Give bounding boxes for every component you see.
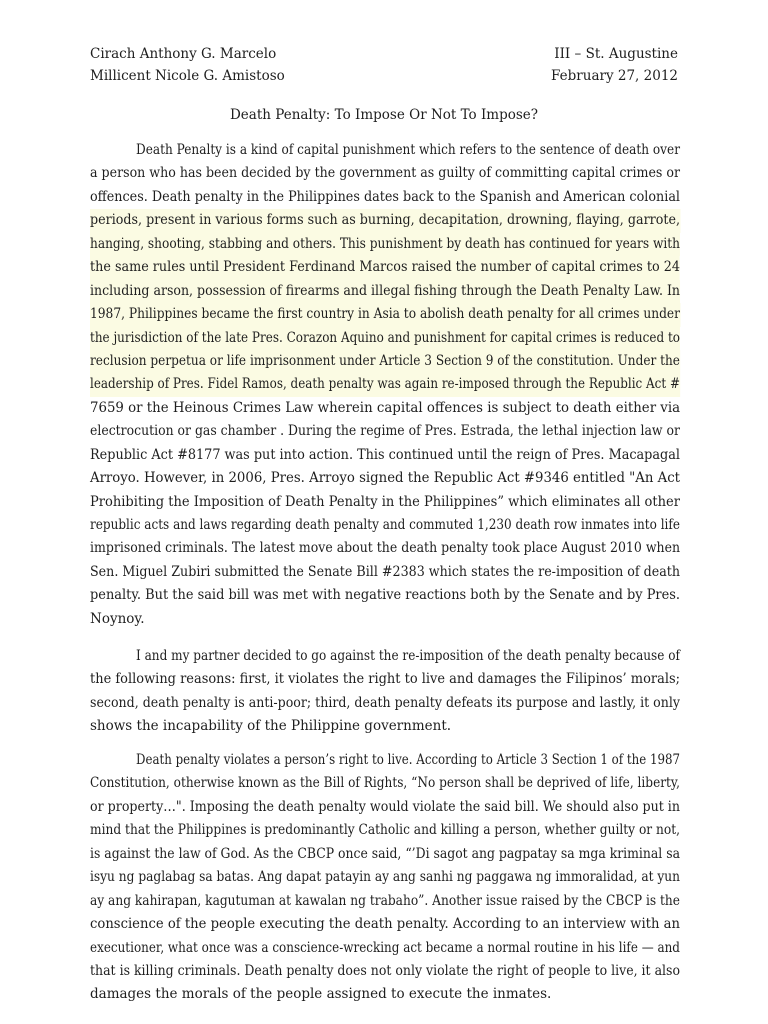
text-line-content: executioner, what once was a conscience-wrecking act became a normal routine in his life — and [90, 939, 680, 956]
text-line-content: Arroyo. However, in 2006, Pres. Arroyo signed the Republic Act #9346 entitled "An Act [90, 470, 680, 487]
text-line [90, 668, 680, 691]
paragraph-2 [90, 645, 680, 739]
text-line-content: mind that the Philippines is predominantly Catholic and killing a person, whether guilty or not, [90, 822, 681, 839]
text-line-content: damages the morals of the people assigned to execute the inmates. [90, 986, 552, 1003]
text-line-content: shows the incapability of the Philippine government. [90, 718, 452, 735]
text-line [90, 350, 680, 373]
text-line-content: Republic Act #8177 was put into action. This continued until the reign of Pres. Macapagal [90, 446, 681, 463]
text-line-content: or property…". Imposing the death penalty would violate the said bill. We should also put in [90, 798, 680, 815]
text-line-content: is against the law of God. As the CBCP once said, “’Di sagot ang pagpatay sa mga kriminal sa [90, 845, 680, 862]
paragraph-3 [90, 749, 680, 1007]
text-line-content: Prohibiting the Imposition of Death Penalty in the Philippines” which eliminates all other [90, 493, 681, 510]
text-line [90, 796, 680, 819]
text-line [90, 397, 680, 420]
text-line-content: hanging, shooting, stabbing and others. This punishment by death has continued for years with [90, 233, 680, 256]
text-line [90, 749, 680, 772]
text-line [90, 960, 680, 983]
text-line-content: Death Penalty is a kind of capital punishment which refers to the sentence of death over [136, 142, 680, 158]
text-line-content: reclusion perpetua or life imprisonment under Article 3 Section 9 of the constitution. Under the [90, 350, 680, 373]
text-line [90, 327, 680, 350]
text-line [90, 537, 680, 560]
text-line-content: the same rules until President Ferdinand Marcos raised the number of capital crimes to 24 [90, 256, 680, 279]
document-date: February 27, 2012 [551, 68, 678, 84]
text-line [90, 866, 680, 889]
text-line [90, 772, 680, 795]
text-line-content: second, death penalty is anti-poor; third, death penalty defeats its purpose and lastly, it only [90, 694, 681, 711]
text-line-content: Death penalty violates a person’s right to live. According to Article 3 Section 1 of the 1987 [136, 752, 680, 768]
text-line-content: leadership of Pres. Fidel Ramos, death penalty was again re-imposed through the Republic Act # [90, 373, 680, 396]
text-line-content: periods, present in various forms such as burning, decapitation, drowning, flaying, garrote, [90, 209, 680, 232]
text-line [90, 139, 680, 162]
text-line [90, 209, 680, 232]
text-line [90, 983, 680, 1006]
text-line-content: Sen. Miguel Zubiri submitted the Senate Bill #2383 which states the re-imposition of death [90, 563, 681, 580]
text-line [90, 444, 680, 467]
text-line [90, 420, 680, 443]
text-line [90, 303, 680, 326]
text-line [90, 692, 680, 715]
text-line-content: including arson, possession of firearms and illegal fishing through the Death Penalty Law. In [90, 280, 680, 303]
text-line-content: Noynoy. [90, 610, 145, 627]
text-line [90, 890, 680, 913]
paragraph-1 [90, 139, 680, 631]
text-line-content: penalty. But the said bill was met with negative reactions both by the Senate and by Pres. [90, 587, 680, 604]
text-line-content: the following reasons: first, it violates the right to live and damages the Filipinos’ morals; [90, 671, 681, 688]
class-section: III – St. Augustine [554, 46, 678, 62]
text-line-content: electrocution or gas chamber . During the regime of Pres. Estrada, the lethal injection law or [90, 423, 680, 440]
author-1: Cirach Anthony G. Marcelo [90, 46, 277, 62]
text-line [90, 913, 680, 936]
text-line-content: I and my partner decided to go against the re-imposition of the death penalty because of [136, 648, 680, 664]
text-line-content: that is killing criminals. Death penalty does not only violate the right of people to live, it also [90, 962, 681, 979]
author-2: Millicent Nicole G. Amistoso [90, 68, 285, 84]
text-line [90, 608, 680, 631]
text-line [90, 162, 680, 185]
text-line [90, 584, 680, 607]
text-line [90, 561, 680, 584]
text-line [90, 233, 680, 256]
text-line-content: imprisoned criminals. The latest move about the death penalty took place August 2010 when [90, 540, 681, 557]
text-line-content: isyu ng paglabag sa batas. Ang dapat patayin ay ang sanhi ng paggawa ng immoralidad, at yun [90, 869, 680, 886]
text-line [90, 491, 680, 514]
header-row-2 [90, 65, 678, 87]
text-line [90, 843, 680, 866]
text-line [90, 937, 680, 960]
text-line-content: republic acts and laws regarding death penalty and commuted 1,230 death row inmates into life [90, 517, 680, 533]
text-line-content: 1987, Philippines became the first country in Asia to abolish death penalty for all crimes under [90, 303, 680, 326]
text-line-content: a person who has been decided by the government as guilty of committing capital crimes or [90, 165, 681, 182]
header-row-1 [90, 43, 678, 65]
text-line [90, 373, 680, 396]
text-line-content: 7659 or the Heinous Crimes Law wherein capital offences is subject to death either via [90, 399, 681, 416]
text-line-content: offences. Death penalty in the Philippines dates back to the Spanish and American colonial [90, 188, 681, 205]
text-line [90, 715, 680, 738]
text-line [90, 819, 680, 842]
text-line [90, 645, 680, 668]
document-header [90, 43, 678, 87]
text-line-content: conscience of the people executing the death penalty. According to an interview with an [90, 916, 681, 933]
text-line [90, 514, 680, 537]
essay-title: Death Penalty: To Impose Or Not To Impose? [229, 107, 539, 123]
text-line-content: ay ang kahirapan, kagutuman at kawalan ng trabaho”. Another issue raised by the CBCP is the [90, 892, 680, 909]
text-line [90, 280, 680, 303]
text-line-content: the jurisdiction of the late Pres. Corazon Aquino and punishment for capital crimes is reduced to [90, 327, 680, 350]
text-line [90, 467, 680, 490]
text-line [90, 186, 680, 209]
text-line [90, 256, 680, 279]
text-line-content: Constitution, otherwise known as the Bill of Rights, “No person shall be deprived of life, liberty, [90, 775, 681, 792]
